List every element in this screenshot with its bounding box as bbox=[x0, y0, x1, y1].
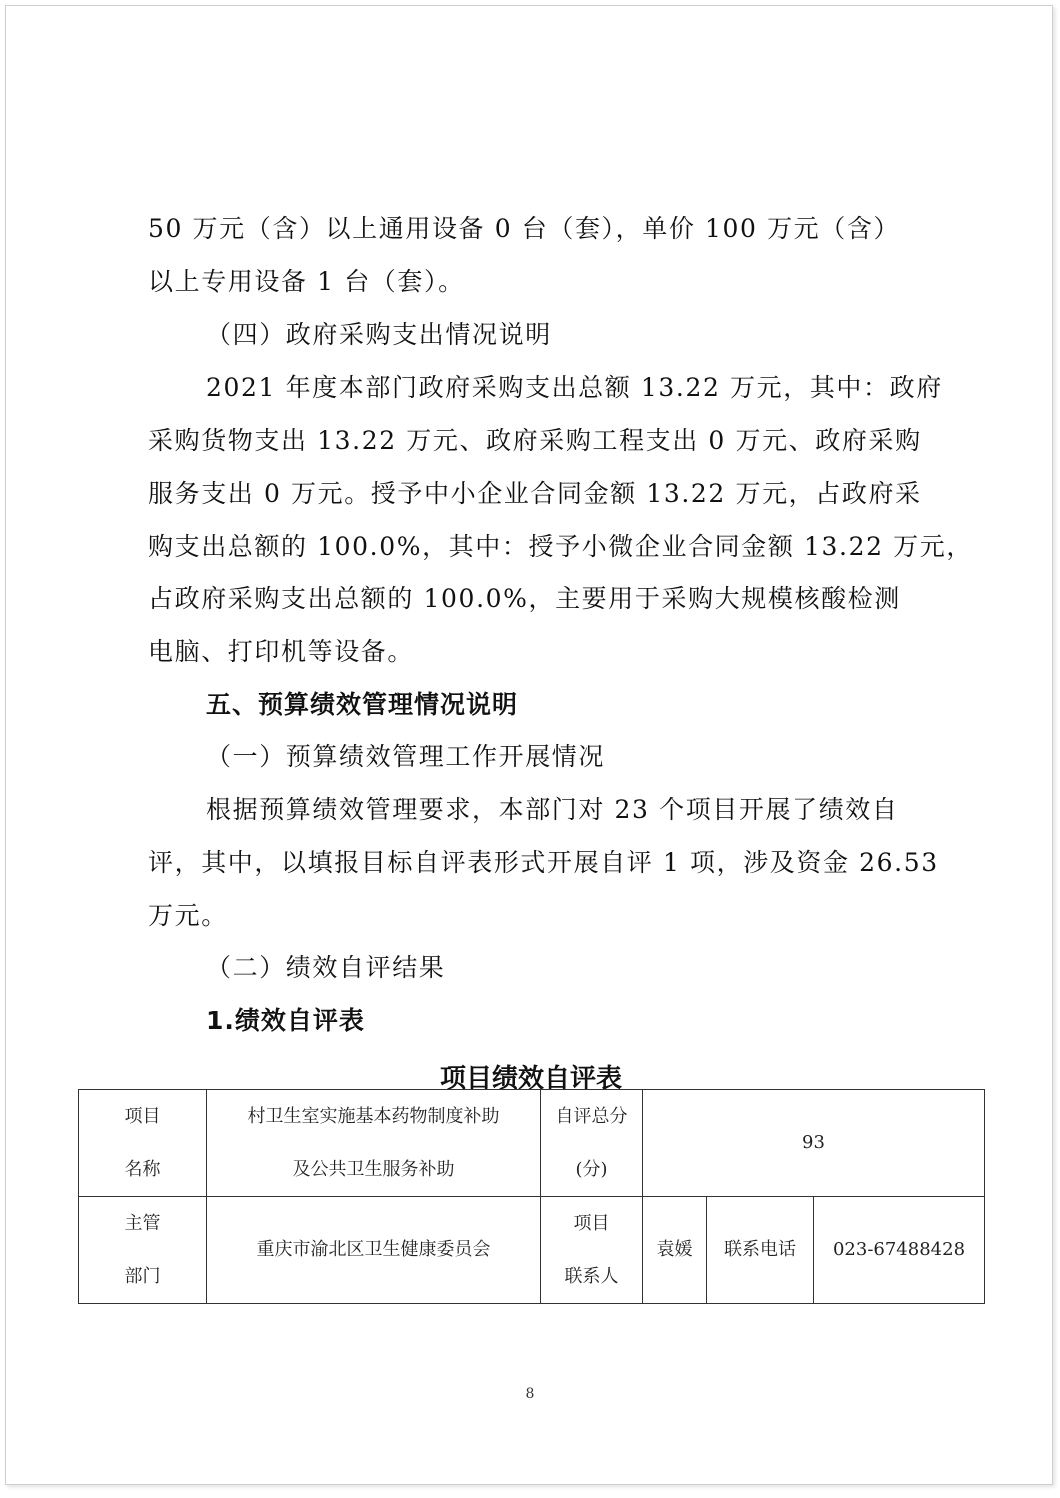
section-heading: （二）绩效自评结果 bbox=[206, 953, 446, 982]
subsection-heading: 1.绩效自评表 bbox=[206, 1006, 365, 1035]
paragraph-line: 服务支出 0 万元。授予中小企业合同金额 13.22 万元，占政府采 bbox=[148, 479, 922, 508]
page-number: 8 bbox=[525, 1386, 535, 1402]
score-label: 自评总分 (分) bbox=[541, 1090, 643, 1197]
table-title: 项目绩效自评表 bbox=[439, 1064, 622, 1094]
paragraph-line: 万元。 bbox=[148, 901, 228, 930]
chapter-heading: 五、预算绩效管理情况说明 bbox=[206, 690, 519, 719]
paragraph-line: 50 万元（含）以上通用设备 0 台（套），单价 100 万元（含） bbox=[148, 214, 901, 243]
phone-value: 023-67488428 bbox=[814, 1197, 985, 1304]
project-name-value: 村卫生室实施基本药物制度补助 及公共卫生服务补助 bbox=[207, 1090, 541, 1197]
section-heading: （四）政府采购支出情况说明 bbox=[206, 320, 552, 349]
paragraph-line: 以上专用设备 1 台（套）。 bbox=[148, 267, 465, 296]
department-value: 重庆市渝北区卫生健康委员会 bbox=[207, 1197, 541, 1304]
paragraph-line: 采购货物支出 13.22 万元、政府采购工程支出 0 万元、政府采购 bbox=[148, 426, 922, 455]
paragraph-line: 电脑、打印机等设备。 bbox=[148, 637, 415, 666]
department-label: 主管 部门 bbox=[79, 1197, 207, 1304]
paragraph-line: 2021 年度本部门政府采购支出总额 13.22 万元，其中：政府 bbox=[206, 373, 943, 402]
paragraph-line: 评，其中，以填报目标自评表形式开展自评 1 项，涉及资金 26.53 bbox=[148, 848, 939, 877]
project-name-label: 项目 名称 bbox=[79, 1090, 207, 1197]
score-value: 93 bbox=[643, 1090, 985, 1197]
paragraph-line: 购支出总额的 100.0%，其中：授予小微企业合同金额 13.22 万元， bbox=[148, 532, 973, 561]
contact-value: 袁媛 bbox=[643, 1197, 707, 1304]
evaluation-table bbox=[78, 1089, 985, 1304]
phone-label: 联系电话 bbox=[707, 1197, 814, 1304]
paragraph-line: 根据预算绩效管理要求，本部门对 23 个项目开展了绩效自 bbox=[206, 795, 899, 824]
paragraph-line: 占政府采购支出总额的 100.0%，主要用于采购大规模核酸检测 bbox=[148, 584, 901, 613]
contact-label: 项目 联系人 bbox=[541, 1197, 643, 1304]
document-page bbox=[5, 5, 1053, 1485]
section-heading: （一）预算绩效管理工作开展情况 bbox=[206, 742, 606, 771]
